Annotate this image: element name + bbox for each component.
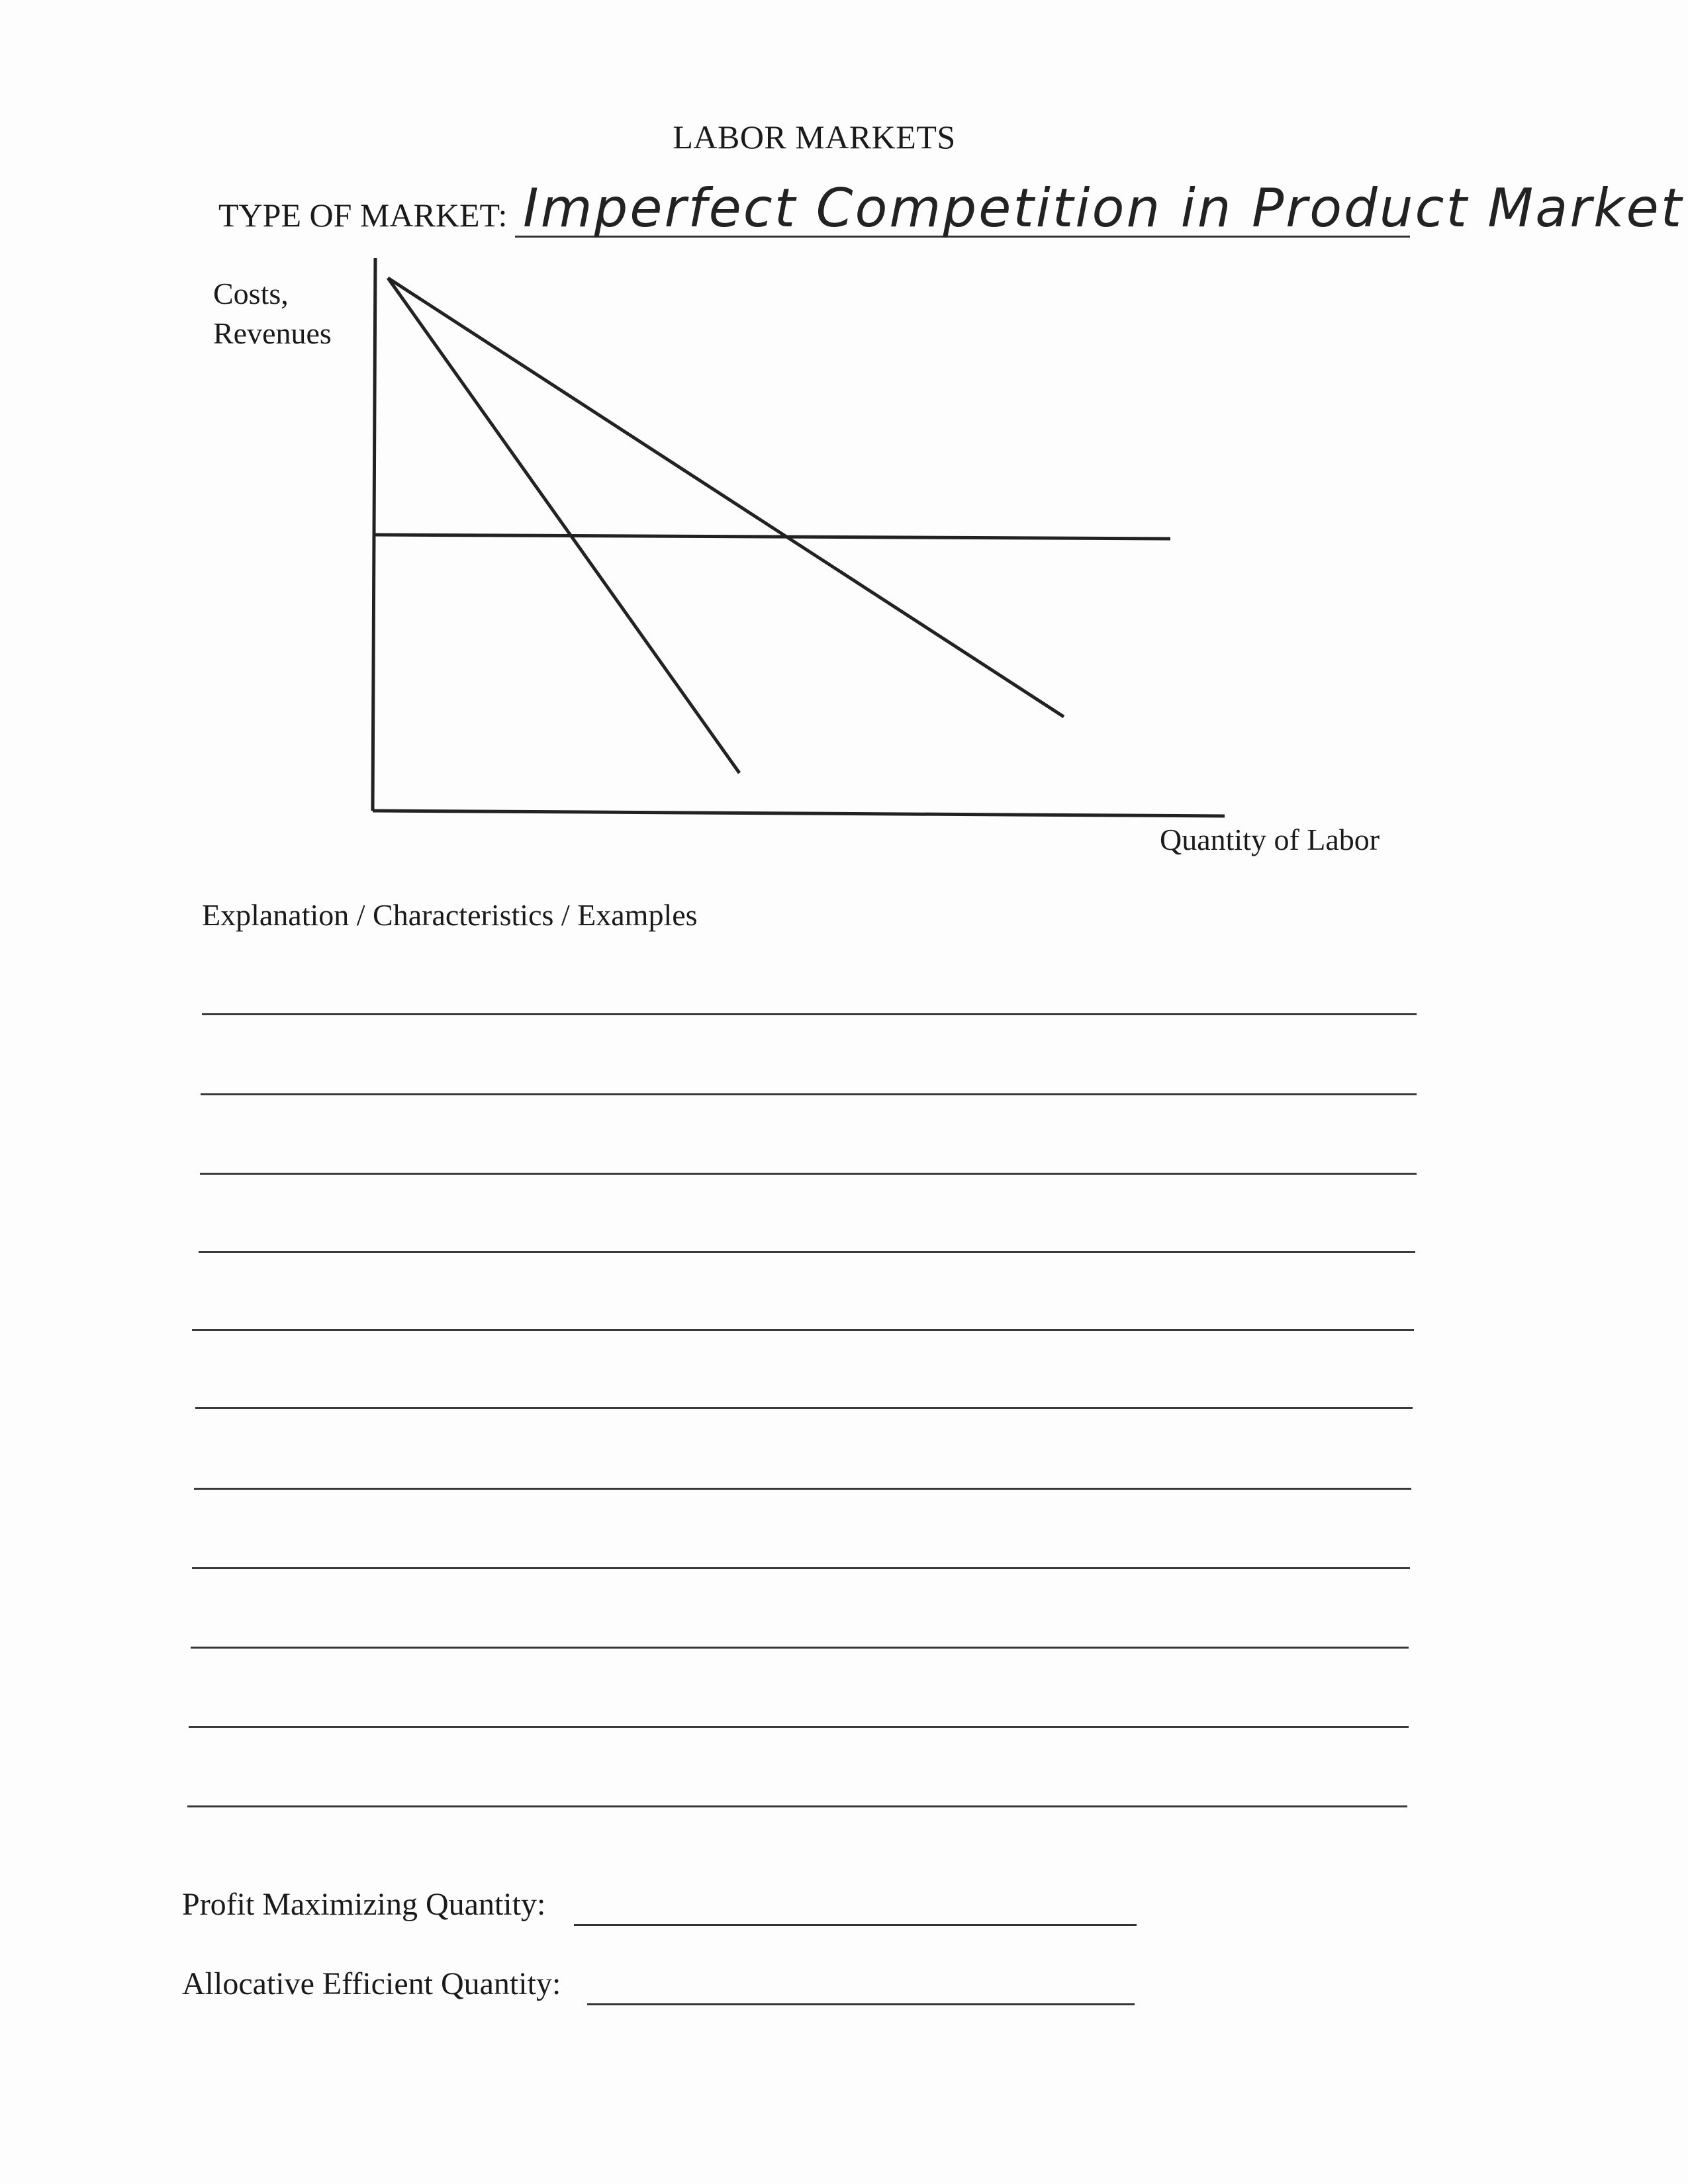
writing-line[interactable] [192, 1329, 1414, 1331]
type-of-market-handwritten-value[interactable]: Imperfect Competition in Product Market [523, 177, 1684, 239]
profit-maximizing-quantity-line[interactable] [574, 1924, 1137, 1926]
writing-line[interactable] [199, 1251, 1415, 1253]
page-title: LABOR MARKETS [673, 118, 956, 156]
writing-line[interactable] [187, 1805, 1407, 1807]
writing-line[interactable] [194, 1488, 1411, 1490]
y-axis-label-line-2: Revenues [213, 316, 332, 350]
explanation-label: Explanation / Characteristics / Examples [202, 898, 698, 932]
writing-line[interactable] [201, 1093, 1417, 1095]
writing-line[interactable] [192, 1567, 1410, 1569]
writing-line[interactable] [200, 1173, 1417, 1175]
profit-maximizing-quantity-label: Profit Maximizing Quantity: [182, 1887, 546, 1922]
writing-line[interactable] [202, 1013, 1417, 1015]
horizontal-wage-line [375, 535, 1170, 539]
type-of-market-label: TYPE OF MARKET: [218, 197, 508, 234]
writing-line[interactable] [195, 1407, 1413, 1409]
allocative-efficient-quantity-line[interactable] [587, 2003, 1135, 2005]
x-axis-label: Quantity of Labor [1160, 823, 1380, 856]
flatter-downward-curve [388, 278, 1064, 717]
allocative-efficient-quantity-label: Allocative Efficient Quantity: [182, 1966, 561, 2001]
x-axis [373, 811, 1225, 816]
y-axis-label-line-1: Costs, [213, 277, 289, 310]
writing-line[interactable] [189, 1726, 1409, 1728]
y-axis [373, 258, 375, 811]
writing-line[interactable] [191, 1647, 1409, 1649]
steep-downward-curve [388, 278, 739, 773]
